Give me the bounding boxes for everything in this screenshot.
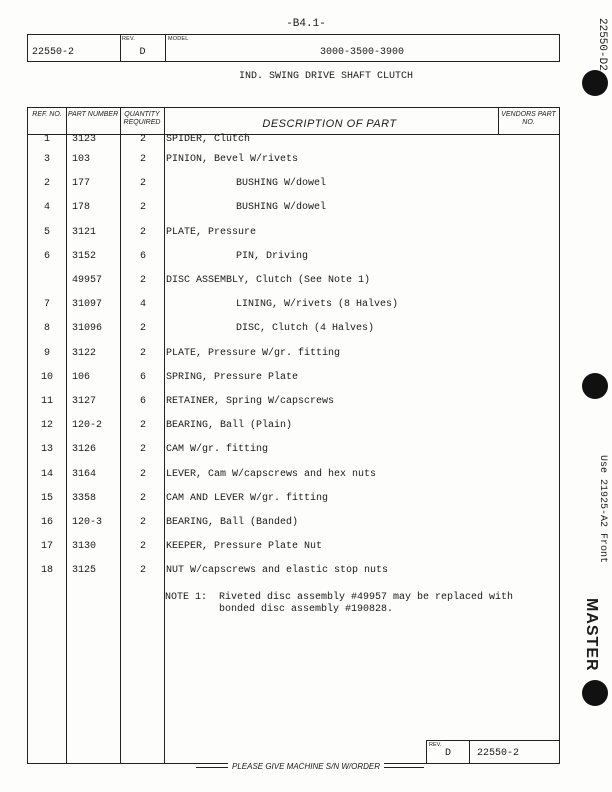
note <box>165 592 513 616</box>
row-quantity: 4 <box>139 299 146 311</box>
row-part-number: 3152 <box>72 250 97 262</box>
row-description: PIN, Driving <box>236 250 309 262</box>
table-row <box>28 444 559 458</box>
row-ref: 2 <box>43 178 50 190</box>
row-quantity: 2 <box>139 444 146 456</box>
header-rev-label: REV. <box>122 36 136 42</box>
row-description: BUSHING W/dowel <box>236 202 327 214</box>
row-part-number: 120-3 <box>72 517 103 528</box>
row-ref: 15 <box>40 492 53 504</box>
footer-divider <box>469 741 470 763</box>
row-part-number: 103 <box>72 154 91 165</box>
row-description: BEARING, Ball (Banded) <box>166 517 299 528</box>
row-part-number: 178 <box>72 202 91 214</box>
side-document-code: 22550-D2 <box>596 18 608 71</box>
section-title: IND. SWING DRIVE SHAFT CLUTCH <box>238 71 414 82</box>
row-part-number: 3123 <box>72 134 97 145</box>
row-ref: 7 <box>43 299 50 311</box>
side-note: Use 21925-A2 Front <box>597 455 608 564</box>
row-ref: 18 <box>40 565 53 577</box>
row-ref: 16 <box>40 517 53 528</box>
row-part-number: 31096 <box>72 323 103 335</box>
row-part-number: 3164 <box>72 468 97 480</box>
row-description: PINION, Bevel W/rivets <box>166 154 299 165</box>
row-part-number: 120-2 <box>72 420 103 432</box>
row-quantity: 2 <box>139 226 146 238</box>
row-quantity: 2 <box>139 323 146 335</box>
footer-rev-label: REV. <box>429 742 442 748</box>
parts-table <box>27 107 560 764</box>
header-model: 3000-3500-3900 <box>319 47 404 58</box>
binder-hole <box>582 373 608 399</box>
row-quantity: 2 <box>139 492 146 504</box>
note-line: NOTE 1: Riveted disc assembly #49957 may be replaced with <box>165 592 514 603</box>
column-header-description: DESCRIPTION OF PART <box>262 118 397 130</box>
table-row <box>28 565 559 579</box>
table-row <box>28 299 559 313</box>
row-part-number: 31097 <box>72 299 103 311</box>
row-description: LINING, W/rivets (8 Halves) <box>236 299 399 311</box>
table-row <box>28 134 559 148</box>
row-description: LEVER, Cam W/capscrews and hex nuts <box>166 468 377 480</box>
header-code: 22550-2 <box>32 47 75 58</box>
row-description: SPRING, Pressure Plate <box>166 371 299 383</box>
table-row <box>28 251 559 265</box>
row-description: CAM AND LEVER W/gr. fitting <box>166 492 329 504</box>
row-ref: 9 <box>43 347 50 359</box>
row-ref: 13 <box>40 444 53 456</box>
row-ref: 8 <box>43 323 50 335</box>
row-description: SPIDER, Clutch <box>166 134 251 145</box>
row-ref: 17 <box>40 541 53 553</box>
table-row <box>28 348 559 362</box>
column-header-vendor: VENDORS PART NO. <box>501 111 556 126</box>
footer-instruction <box>0 762 612 771</box>
row-part-number: 3126 <box>72 444 97 456</box>
row-ref: 11 <box>40 396 53 407</box>
row-part-number: 106 <box>72 371 91 383</box>
row-part-number: 49957 <box>72 275 103 286</box>
row-description: PLATE, Pressure W/gr. fitting <box>166 347 341 359</box>
row-description: BEARING, Ball (Plain) <box>166 420 293 432</box>
header-model-label: MODEL <box>168 36 189 42</box>
row-description: CAM W/gr. fitting <box>166 444 269 456</box>
row-ref: 10 <box>40 371 53 383</box>
row-description: PLATE, Pressure <box>166 226 257 238</box>
row-quantity: 2 <box>139 468 146 480</box>
table-row <box>28 372 559 386</box>
row-quantity: 2 <box>139 275 146 286</box>
table-row <box>28 154 559 168</box>
column-header-part: PART NUMBER <box>67 111 119 118</box>
footer-code: 22550-2 <box>477 748 520 759</box>
row-description: NUT W/capscrews and elastic stop nuts <box>166 565 389 577</box>
footer-rev: D <box>444 748 451 759</box>
header-rev: D <box>139 47 146 58</box>
table-row <box>28 396 559 410</box>
row-ref: 12 <box>40 420 53 432</box>
table-row <box>28 420 559 434</box>
row-part-number: 3121 <box>72 226 97 238</box>
row-description: RETAINER, Spring W/capscrews <box>166 396 335 407</box>
row-quantity: 2 <box>139 154 146 165</box>
row-part-number: 3125 <box>72 565 97 577</box>
table-row <box>28 323 559 337</box>
table-row <box>28 227 559 241</box>
row-quantity: 2 <box>139 420 146 432</box>
row-quantity: 2 <box>139 134 146 145</box>
row-quantity: 2 <box>139 178 146 190</box>
table-row <box>28 469 559 483</box>
row-part-number: 3358 <box>72 492 97 504</box>
row-quantity: 2 <box>139 347 146 359</box>
row-quantity: 6 <box>139 250 146 262</box>
row-ref: 6 <box>43 250 50 262</box>
row-part-number: 3122 <box>72 347 97 359</box>
row-part-number: 3127 <box>72 396 97 407</box>
binder-hole <box>582 680 608 706</box>
row-quantity: 2 <box>139 517 146 528</box>
footer-box <box>426 740 559 763</box>
table-row <box>28 541 559 555</box>
row-ref: 14 <box>40 468 53 480</box>
master-stamp: MASTER <box>583 598 600 672</box>
row-part-number: 177 <box>72 178 91 190</box>
row-quantity: 6 <box>139 371 146 383</box>
row-description: BUSHING W/dowel <box>236 178 327 190</box>
row-description: KEEPER, Pressure Plate Nut <box>166 541 323 553</box>
table-row <box>28 493 559 507</box>
row-ref: 3 <box>43 154 50 165</box>
row-ref: 5 <box>43 226 50 238</box>
note-line: bonded disc assembly #190828. <box>165 604 394 615</box>
row-quantity: 2 <box>139 565 146 577</box>
row-quantity: 2 <box>139 202 146 214</box>
row-ref: 4 <box>43 202 50 214</box>
page-number: -B4.1- <box>286 18 326 30</box>
column-header-ref: REF. NO. <box>32 111 62 118</box>
table-row <box>28 275 559 289</box>
table-row <box>28 517 559 531</box>
table-row <box>28 202 559 216</box>
table-row <box>28 178 559 192</box>
row-quantity: 2 <box>139 541 146 553</box>
header-box <box>27 34 560 62</box>
row-part-number: 3130 <box>72 541 97 553</box>
row-description: DISC, Clutch (4 Halves) <box>236 323 375 335</box>
column-header-qty: QUANTITY REQUIRED <box>123 111 161 126</box>
row-description: DISC ASSEMBLY, Clutch (See Note 1) <box>166 275 371 286</box>
row-ref: 1 <box>43 134 50 145</box>
row-quantity: 6 <box>139 396 146 407</box>
footer-instruction-text: PLEASE GIVE MACHINE S/N W/ORDER <box>228 762 384 771</box>
